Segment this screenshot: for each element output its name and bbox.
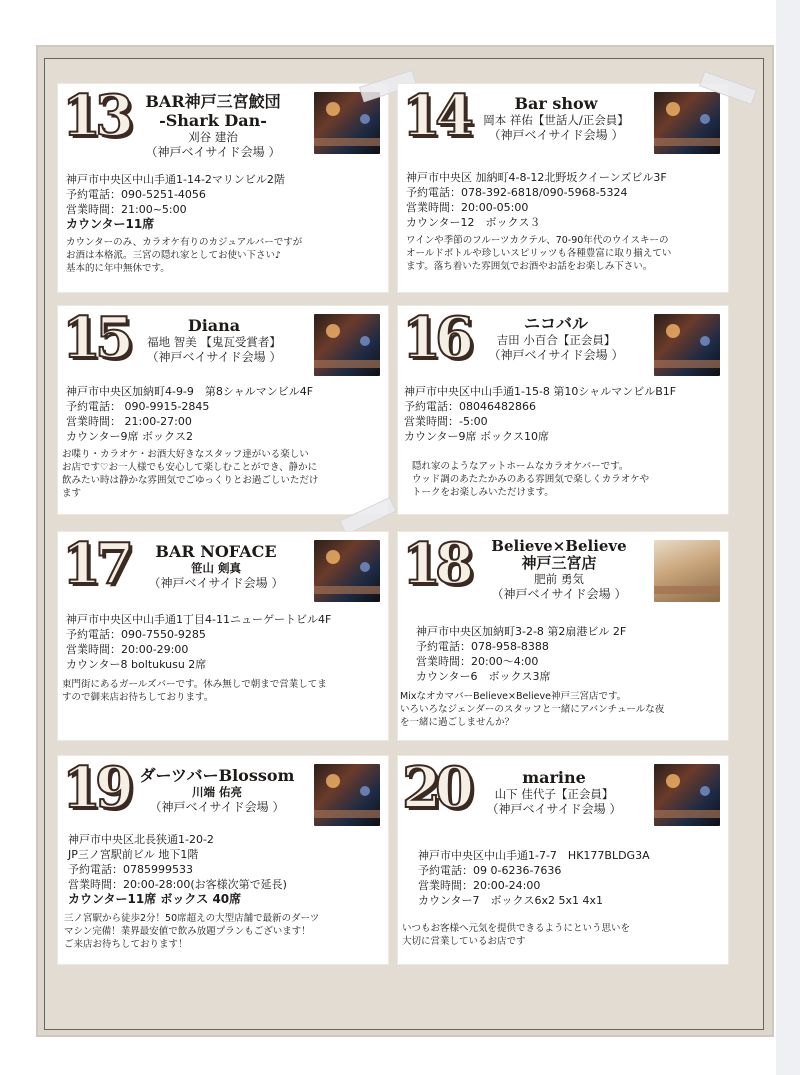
- bar-card-18: [398, 532, 728, 740]
- card-header: [122, 316, 306, 365]
- owner-name: 刈谷 建治: [188, 130, 238, 144]
- bar-name-sub: 神戸三宮店: [521, 554, 597, 572]
- bar-name: marine: [522, 768, 586, 787]
- scroll-gutter: [776, 0, 800, 1075]
- description-line: オールドボトルや珍しいスピリッツも各種豊富に取り揃えてい: [406, 248, 672, 259]
- seats: カウンター8 boltukusu 2席: [66, 658, 207, 671]
- card-number: 18: [402, 532, 468, 597]
- description-line: 飲みたい時は静かな雰囲気でごゆっくりとお過ごしいただけ: [62, 475, 319, 486]
- card-info: [66, 384, 313, 444]
- seats: カウンター6 ボックス3席: [416, 670, 551, 683]
- venue-label: （神戸ベイサイド会場 ）: [491, 587, 627, 601]
- bar-photo: [654, 540, 720, 602]
- seats: カウンター7 ボックス6x2 5x1 4x1: [418, 894, 603, 907]
- address-line-2: JP三ノ宮駅前ビル 地下1階: [68, 848, 199, 861]
- card-header: [466, 94, 646, 143]
- bar-name-sub: -Shark Dan-: [159, 111, 267, 130]
- description-line: を一緒に過ごしませんか？: [400, 717, 515, 728]
- address: 神戸市中央区加納町3-2-8 第2扇港ビル 2F: [416, 625, 627, 638]
- card-number: 16: [402, 306, 468, 371]
- bar-photo: [314, 540, 380, 602]
- bar-card-16: [398, 306, 728, 514]
- phone: 予約電話：090-7550-9285: [66, 628, 206, 641]
- description-line: トークをお楽しみいただけます。: [412, 487, 554, 498]
- description-line: ます。落ち着いた雰囲気でお酒やお話をお楽しみ下さい。: [406, 261, 653, 272]
- owner-name: 福地 智美 【鬼瓦受賞者】: [147, 335, 281, 349]
- owner-name: 笹山 剣真: [190, 561, 241, 575]
- card-header: [462, 768, 646, 817]
- address: 神戸市中央区中山手通1丁目4-11ニューゲートビル4F: [66, 613, 332, 626]
- description: [66, 236, 302, 275]
- description-line: すので御来店お待ちしております。: [62, 692, 214, 703]
- venue-label: （神戸ベイサイド会場 ）: [145, 145, 281, 159]
- card-header: [466, 314, 646, 363]
- description: [62, 678, 327, 704]
- owner-name: 山下 佳代子【正会員】: [494, 787, 614, 801]
- bar-card-17: [58, 532, 388, 740]
- phone: 予約電話：090-5251-4056: [66, 188, 206, 201]
- card-info: [66, 172, 285, 232]
- seats: カウンター11席 ボックス 40席: [68, 892, 242, 906]
- address: 神戸市中央区中山手通1-15-8 第10シャルマンビルB1F: [404, 385, 677, 398]
- owner-name: 肥前 勇気: [534, 572, 584, 586]
- hours: 営業時間：20:00〜4:00: [416, 655, 539, 668]
- card-number: 20: [402, 756, 468, 821]
- description-line: ウッド調のあたたかみのある雰囲気で楽しくカラオケや: [412, 474, 650, 485]
- phone: 予約電話：0785999533: [68, 863, 193, 876]
- bar-card-14: [398, 84, 728, 292]
- description: [412, 460, 649, 499]
- bar-name: ダーツバーBlossom: [139, 766, 295, 785]
- card-info: [416, 624, 626, 684]
- seats: カウンター11席: [66, 217, 155, 231]
- bar-name: Diana: [187, 316, 241, 335]
- bar-card-20: [398, 756, 728, 964]
- description-line: いろいろなジェンダーのスタッフと一緒にアバンチュールな夜: [400, 704, 665, 715]
- venue-label: （神戸ベイサイド会場 ）: [146, 350, 282, 364]
- description-line: ます: [62, 488, 82, 499]
- phone: 予約電話： 090-9915-2845: [66, 400, 210, 413]
- address: 神戸市中央区加納町4-9-9 第8シャルマンビル4F: [66, 385, 314, 398]
- description-line: 三ノ宮駅から徒歩2分！50席超えの大型店舗で最新のダーツ: [64, 913, 320, 924]
- venue-label: （神戸ベイサイド会場 ）: [488, 128, 624, 142]
- card-header: [120, 766, 314, 815]
- card-number: 17: [62, 532, 128, 597]
- hours: 営業時間：20:00-29:00: [66, 643, 189, 656]
- description-line: マシン完備！業界最安値で飲み放題プランもございます！: [64, 926, 311, 937]
- bar-photo: [654, 92, 720, 154]
- description-line: 基本的に年中無休です。: [66, 263, 170, 274]
- card-number: 14: [402, 84, 468, 149]
- description: [406, 234, 671, 273]
- description-line: お酒は本格派。三宮の隠れ家としてお使い下さい♪: [66, 250, 282, 261]
- seats: カウンター12 ボックス３: [406, 216, 541, 229]
- bar-photo: [654, 314, 720, 376]
- description-line: ご来店お待ちしております！: [64, 939, 188, 950]
- address: 神戸市中央区 加納町4-8-12北野坂クイーンズビル3F: [406, 171, 667, 184]
- card-info: [68, 832, 287, 907]
- seats: カウンター9席 ボックス10席: [404, 430, 549, 443]
- description-line: 隠れ家のようなアットホームなカラオケバーです。: [412, 461, 629, 472]
- bar-card-13: [58, 84, 388, 292]
- card-number: 19: [62, 756, 128, 821]
- bar-photo: [314, 92, 380, 154]
- hours: 営業時間：20:00-24:00: [418, 879, 541, 892]
- phone: 予約電話：08046482866: [404, 400, 536, 413]
- description: [64, 912, 319, 951]
- card-header: [474, 538, 644, 602]
- description: [62, 448, 318, 500]
- hours: 営業時間：20:00-28:00(お客様次第で延長): [68, 878, 287, 891]
- bar-name: Believe×Believe: [491, 537, 627, 555]
- owner-name: 吉田 小百合【正会員】: [496, 333, 616, 347]
- description-line: MixなオカマバーBelieve×Believe神戸三宮店です。: [400, 691, 627, 702]
- address: 神戸市中央区中山手通1-7-7 HK177BLDG3A: [418, 849, 650, 862]
- venue-label: （神戸ベイサイド会場 ）: [149, 800, 285, 814]
- description-line: 東門街にあるガールズバーです。休み無しで朝まで営業してま: [62, 679, 327, 690]
- venue-label: （神戸ベイサイド会場 ）: [488, 348, 624, 362]
- description-line: お店です♡お一人様でも安心して楽しむことができ、静かに: [62, 462, 318, 473]
- phone: 予約電話：078-958-8388: [416, 640, 549, 653]
- phone: 予約電話：078-392-6818/090-5968-5324: [406, 186, 628, 199]
- hours: 営業時間：21:00~5:00: [66, 203, 187, 216]
- venue-label: （神戸ベイサイド会場 ）: [486, 802, 622, 816]
- phone: 予約電話：09 0-6236-7636: [418, 864, 562, 877]
- bar-name: ニコバル: [523, 314, 588, 333]
- description-line: 大切に営業しているお店です: [402, 936, 526, 947]
- bar-name: BAR NOFACE: [155, 542, 277, 561]
- card-info: [404, 384, 676, 444]
- card-info: [66, 612, 331, 672]
- bar-name: BAR神戸三宮鮫団: [145, 92, 281, 111]
- owner-name: 川端 佑亮: [191, 785, 242, 799]
- card-number: 15: [62, 306, 128, 371]
- hours: 営業時間：-5:00: [404, 415, 488, 428]
- bar-photo: [314, 764, 380, 826]
- card-header: [124, 542, 308, 591]
- description-line: カウンターのみ、カラオケ有りのカジュアルバーですが: [66, 237, 303, 248]
- description-line: いつもお客様へ元気を提供できるようにという思いを: [402, 923, 631, 934]
- address: 神戸市中央区北長狭通1-20-2: [68, 833, 214, 846]
- seats: カウンター9席 ボックス2: [66, 430, 193, 443]
- bar-photo: [314, 314, 380, 376]
- description-line: お喋り・カラオケ・お酒大好きなスタッフ達がいる楽しい: [62, 449, 309, 460]
- description: [400, 690, 664, 729]
- card-header: [120, 92, 306, 160]
- hours: 営業時間： 21:00-27:00: [66, 415, 192, 428]
- bar-photo: [654, 764, 720, 826]
- description-line: ワインや季節のフルーツカクテル、70-90年代のウイスキーの: [406, 235, 669, 246]
- bar-name: Bar show: [514, 94, 598, 113]
- bar-card-19: [58, 756, 388, 964]
- address: 神戸市中央区中山手通1-14-2マリンビル2階: [66, 173, 285, 186]
- card-info: [406, 170, 667, 230]
- description: [402, 922, 630, 948]
- page-margin-left: [0, 0, 36, 1075]
- bar-card-15: [58, 306, 388, 514]
- card-number: 13: [62, 84, 128, 149]
- card-info: [418, 848, 650, 908]
- venue-label: （神戸ベイサイド会場 ）: [148, 576, 284, 590]
- owner-name: 岡本 祥佑【世話人/正会員】: [483, 113, 629, 127]
- hours: 営業時間：20:00-05:00: [406, 201, 529, 214]
